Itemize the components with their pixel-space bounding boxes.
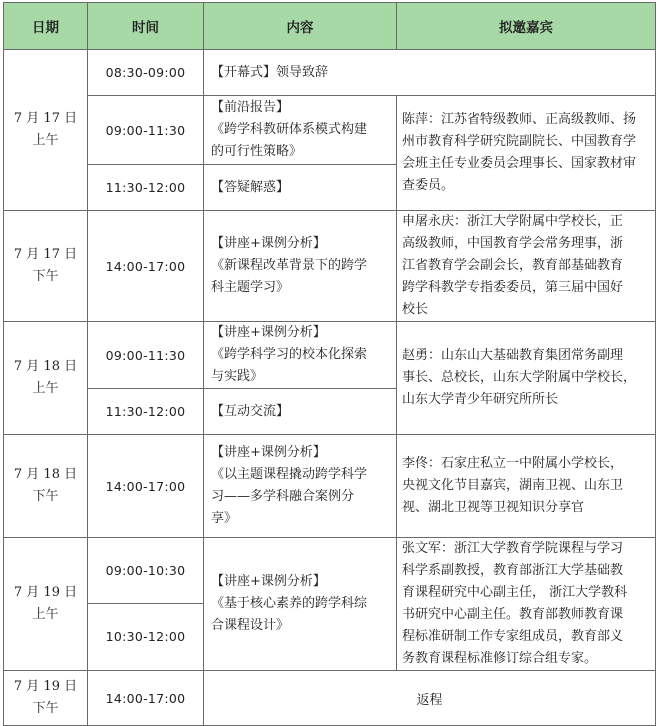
- content-line: 的可行性策略》: [211, 144, 303, 159]
- content-line: 【答疑解惑】: [211, 179, 290, 195]
- table-row: [4, 322, 656, 389]
- time-cell: 14:00-17:00: [88, 435, 204, 538]
- content-line: 【讲座+课例分析】: [211, 574, 326, 589]
- guest-line: 事长、总校长，山东大学附属中学校长，: [402, 370, 637, 385]
- content-cell: [204, 96, 397, 165]
- time-cell: 14:00-17:00: [88, 211, 204, 322]
- date-label: 7 月 18 日: [13, 359, 78, 374]
- header-guest: 拟邀嘉宾: [397, 3, 656, 50]
- content-line: 【开幕式】领导致辞: [211, 64, 329, 80]
- date-cell: [4, 322, 88, 435]
- period-label: 下午: [32, 489, 59, 504]
- content-cell: [204, 211, 397, 322]
- table-row: [4, 435, 656, 538]
- guest-line: 视、湖北卫视等卫视知识分享官: [402, 500, 585, 515]
- guest-line: 务教育课程标准修订综合组专家。: [402, 651, 598, 666]
- schedule-table: [3, 2, 656, 726]
- guest-cell: [397, 322, 656, 435]
- guest-cell: [397, 96, 656, 211]
- content-cell: [204, 389, 397, 435]
- date-cell: [4, 211, 88, 322]
- time-cell: 14:00-17:00: [88, 671, 204, 726]
- guest-line: 高级教师，中国教育学会常务理事，浙: [402, 236, 624, 251]
- header-row: [4, 3, 656, 50]
- date-cell: [4, 538, 88, 671]
- time-cell: 09:00-10:30: [88, 538, 204, 604]
- period-label: 下午: [32, 701, 59, 716]
- content-line: 科主题学习》: [211, 280, 290, 295]
- content-line: 习——多学科融合案例分: [211, 489, 355, 504]
- guest-line: 陈萍：江苏省特级教师、正高级教师、扬: [402, 112, 637, 127]
- guest-line: 跨学科教学专指委委员，第三届中国好: [402, 280, 624, 295]
- content-cell: [204, 50, 656, 96]
- date-cell: [4, 435, 88, 538]
- guest-line: 会班主任专业委员会理事长、国家教材审: [402, 156, 637, 171]
- table-row: [4, 211, 656, 322]
- guest-line: 江省教育学会副会长，教育部基础教育: [402, 258, 624, 273]
- time-cell: 08:30-09:00: [88, 50, 204, 96]
- guest-line: 申屠永庆：浙江大学附属中学校长，正: [402, 214, 624, 229]
- guest-cell: [397, 435, 656, 538]
- table-row: [4, 671, 656, 726]
- content-line: 【讲座+课例分析】: [211, 445, 326, 460]
- content-cell: [204, 435, 397, 538]
- table-row: [4, 538, 656, 604]
- period-label: 上午: [32, 607, 59, 622]
- date-cell: [4, 50, 88, 211]
- content-line: 与实践》: [211, 369, 264, 384]
- guest-line: 央视文化节目嘉宾，湖南卫视、山东卫: [402, 478, 624, 493]
- date-label: 7 月 17 日: [13, 111, 78, 126]
- content-line: 《跨学科学习的校本化探索: [211, 347, 368, 362]
- content-line: 享》: [211, 511, 238, 526]
- content-line: 【讲座+课例分析】: [211, 236, 326, 251]
- return-cell: 返程: [204, 671, 656, 726]
- content-line: 《基于核心素养的跨学科综: [211, 596, 368, 611]
- time-cell: 09:00-11:30: [88, 322, 204, 389]
- guest-line: 校长: [402, 302, 429, 317]
- header-time: 时间: [88, 3, 204, 50]
- guest-line: 书研究中心副主任。教育部教师教育课: [402, 607, 624, 622]
- content-line: 《以主题课程撬动跨学科学: [211, 467, 368, 482]
- content-cell: [204, 538, 397, 671]
- date-label: 7 月 19 日: [13, 585, 78, 600]
- time-cell: 11:30-12:00: [88, 165, 204, 211]
- header-date: 日期: [4, 3, 88, 50]
- content-line: 【讲座+课例分析】: [211, 325, 326, 340]
- table-row: [4, 96, 656, 165]
- guest-line: 程标准研制工作专家组成员，教育部义: [402, 629, 624, 644]
- content-line: 合课程设计》: [211, 618, 290, 633]
- time-cell: 10:30-12:00: [88, 603, 204, 670]
- content-line: 《跨学科教研体系模式构建: [211, 122, 368, 137]
- date-label: 7 月 17 日: [13, 247, 78, 262]
- guest-cell: [397, 211, 656, 322]
- table-row: [4, 50, 656, 96]
- guest-line: 州市教育科学研究院副院长、中国教育学: [402, 134, 637, 149]
- content-line: 【前沿报告】: [211, 100, 290, 115]
- content-cell: [204, 322, 397, 389]
- guest-line: 赵勇：山东山大基础教育集团常务副理: [402, 348, 624, 363]
- period-label: 下午: [32, 269, 59, 284]
- period-label: 上午: [32, 381, 59, 396]
- guest-cell: [397, 538, 656, 671]
- content-line: 【互动交流】: [211, 403, 290, 419]
- content-line: 《新课程改革背景下的跨学: [211, 258, 368, 273]
- guest-line: 查委员。: [402, 178, 455, 193]
- guest-line: 张文军：浙江大学教育学院课程与学习: [402, 541, 624, 556]
- guest-line: 山东大学青少年研究所所长: [402, 392, 559, 407]
- period-label: 上午: [32, 133, 59, 148]
- guest-line: 李佟：石家庄私立一中附属小学校长，: [402, 456, 624, 471]
- guest-line: 科学系副教授，教育部浙江大学基础教: [402, 563, 624, 578]
- time-cell: 11:30-12:00: [88, 389, 204, 435]
- date-label: 7 月 18 日: [13, 467, 78, 482]
- date-label: 7 月 19 日: [13, 679, 78, 694]
- header-content: 内容: [204, 3, 397, 50]
- time-cell: 09:00-11:30: [88, 96, 204, 165]
- date-cell: [4, 671, 88, 726]
- content-cell: [204, 165, 397, 211]
- guest-line: 育课程研究中心副主任， 浙江大学教科: [402, 585, 628, 600]
